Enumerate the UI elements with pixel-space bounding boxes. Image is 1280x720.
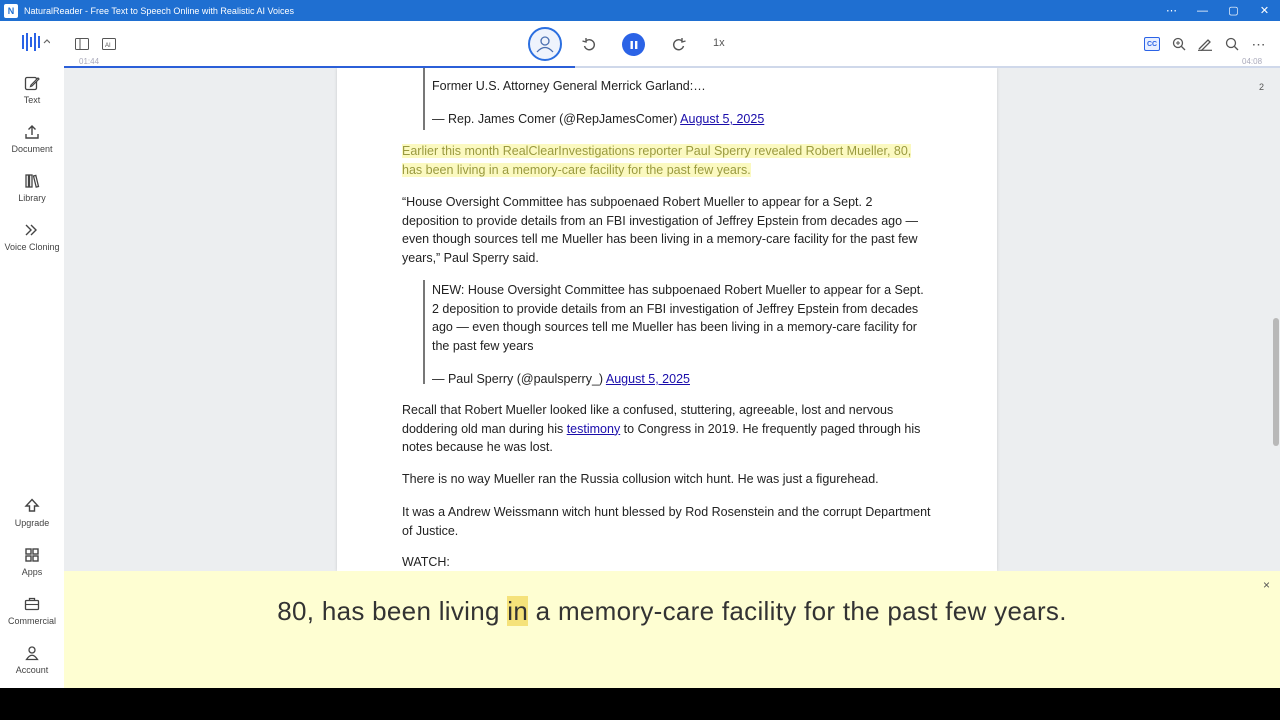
window-title: NaturalReader - Free Text to Speech Online with Realistic AI Voices [24, 5, 294, 16]
paragraph: “House Oversight Committee has subpoenaed Robert Mueller to appear for a Sept. 2 deposition to provide details from an FBI investigation of Jeffrey Epstein from decades ago — even though sources tell me Mueller has been living in a memory-care facility for the past few years,” Paul Sperry said. [402, 195, 919, 266]
tweet-text: Former U.S. Attorney General Merrick Garland:… [432, 79, 706, 93]
user-voice-icon [534, 33, 556, 55]
paragraph: It was a Andrew Weissmann witch hunt blessed by Rod Rosenstein and the corrupt Department of Justice. [402, 505, 931, 538]
sidebar-item-library[interactable] [0, 172, 64, 203]
embedded-tweet-2 [423, 280, 923, 384]
tweet-author: — Paul Sperry (@paulsperry_) [432, 372, 606, 386]
sidebar-item-label: Commercial [7, 616, 56, 626]
more-menu-icon[interactable]: ⋯ [1251, 35, 1267, 52]
sidebar-item-voice-cloning[interactable] [0, 221, 64, 252]
highlighted-paragraph [402, 142, 932, 179]
tweet-author: — Rep. James Comer (@RepJamesComer) [432, 112, 681, 126]
logo-waves-icon [20, 31, 50, 53]
caption-panel [64, 571, 1280, 688]
apps-icon [23, 546, 41, 564]
tweet-date-link[interactable]: August 5, 2025 [605, 372, 690, 386]
highlighter-icon[interactable] [1196, 35, 1214, 53]
edit-icon [23, 74, 41, 92]
sidebar-item-label: Library [18, 193, 46, 203]
paragraph: WATCH: [402, 555, 450, 569]
pause-button[interactable] [622, 33, 645, 56]
sidebar-item-label: Text [23, 95, 41, 105]
document-page [337, 68, 997, 571]
sidebar-item-upgrade[interactable] [0, 497, 64, 528]
tweet-attribution [432, 370, 922, 389]
total-time: 04:08 [1242, 57, 1263, 66]
window-titlebar [0, 0, 1280, 21]
sidebar-item-document[interactable] [0, 123, 64, 154]
naturalreader-logo[interactable] [20, 31, 50, 53]
forward-icon [672, 38, 686, 52]
tweet-text: NEW: House Oversight Committee has subpoenaed Robert Mueller to appear for a Sept. 2 deposition to provide details from an FBI investigation of Jeffrey Epstein from decades ago — even though sources tell me Mueller has been living in a memory-care facility for the past few years [432, 283, 924, 354]
app-logo-icon: N [4, 4, 18, 18]
sidebar-item-account[interactable] [0, 644, 64, 675]
speed-button[interactable]: 1x [713, 37, 725, 49]
paragraph [402, 401, 932, 457]
testimony-link[interactable]: testimony [566, 421, 621, 436]
upload-icon [23, 123, 41, 141]
rewind-icon [582, 38, 596, 52]
sidebar-item-label: Apps [21, 567, 43, 577]
left-sidebar [0, 68, 64, 688]
paragraph: There is no way Mueller ran the Russia collusion witch hunt. He was just a figurehead. [402, 472, 879, 486]
close-caption-icon[interactable]: × [1262, 578, 1270, 592]
library-icon [23, 172, 41, 190]
maximize-button[interactable]: ▢ [1228, 5, 1239, 17]
paragraph-text: Recall that Robert Mueller looked like a confused, stuttering, agreeable, lost and nervous doddering old man during his [402, 403, 894, 436]
tweet-date-link[interactable]: August 5, 2025 [680, 112, 765, 126]
caption-after: a memory-care facility for the past few years. [528, 596, 1067, 626]
sidebar-item-label: Document [11, 144, 53, 154]
scrollbar-thumb[interactable] [1273, 318, 1279, 446]
sidebar-item-label: Upgrade [14, 518, 50, 528]
sidebar-item-text[interactable] [0, 74, 64, 105]
sidebar-toggle-icon[interactable] [73, 35, 91, 53]
window-controls [1156, 0, 1280, 21]
captions-button[interactable]: CC [1144, 37, 1160, 51]
tweet-attribution [432, 110, 922, 129]
document-content [337, 68, 997, 571]
caption-text [64, 595, 1280, 627]
embedded-tweet-1 [423, 68, 923, 130]
pause-icon [629, 40, 639, 50]
rewind-button[interactable] [580, 36, 598, 54]
more-options-button[interactable]: ⋯ [1166, 5, 1177, 17]
forward-button[interactable] [670, 36, 688, 54]
elapsed-time: 01:44 [79, 57, 100, 66]
minimize-button[interactable]: — [1197, 4, 1208, 17]
voice-avatar-button[interactable] [528, 27, 562, 61]
voice-clone-icon [23, 221, 41, 239]
sidebar-item-commercial[interactable] [0, 595, 64, 626]
page-number: 2 [1258, 82, 1264, 92]
sidebar-item-label: Voice Cloning [4, 242, 60, 252]
search-icon[interactable] [1223, 35, 1241, 53]
sidebar-item-label: Account [15, 665, 49, 675]
player-toolbar [0, 21, 1280, 68]
document-viewport [64, 68, 1280, 571]
caption-before: 80, has been living [277, 596, 508, 626]
zoom-icon[interactable] [1170, 35, 1188, 53]
reading-highlight: Earlier this month RealClearInvestigations reporter Paul Sperry revealed Robert Mueller, 80, has been living in a memory-care facility for the past few years. [402, 144, 912, 177]
close-window-button[interactable]: ✕ [1259, 5, 1270, 17]
sidebar-item-apps[interactable] [0, 546, 64, 577]
current-word-highlight: in [507, 596, 529, 626]
svg-text:AI: AI [105, 43, 111, 49]
taskbar-area [0, 688, 1280, 720]
paragraph-text: to Congress in 2019. He frequently paged through his notes because he was lost. [402, 421, 921, 455]
account-icon [23, 644, 41, 662]
briefcase-icon [23, 595, 41, 613]
ai-icon[interactable] [100, 35, 118, 53]
upgrade-icon [23, 497, 41, 515]
